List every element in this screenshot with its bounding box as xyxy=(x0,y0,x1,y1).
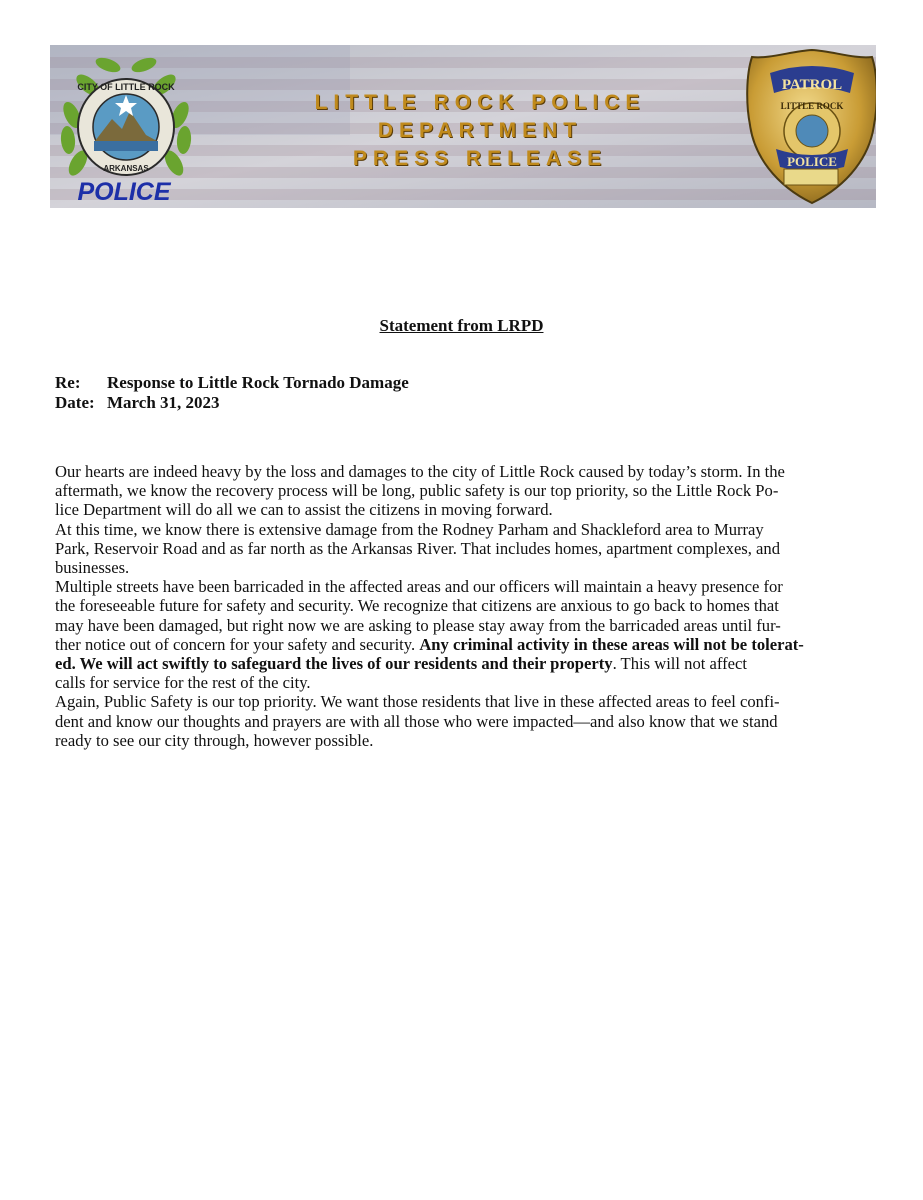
date-value: March 31, 2023 xyxy=(107,393,220,412)
badge-police-text: POLICE xyxy=(787,154,837,169)
banner-title-line-1: LITTLE ROCK POLICE xyxy=(314,91,646,114)
body-line: calls for service for the rest of the city. xyxy=(55,673,311,693)
banner-title xyxy=(260,89,700,173)
body-line: At this time, we know there is extensive damage from the Rodney Parham and Shackleford area to Murray xyxy=(55,519,764,539)
seal-ring-top-text: CITY OF LITTLE ROCK xyxy=(77,82,175,92)
body-line: dent and know our thoughts and prayers are with all those who were impacted—and also know that we stand xyxy=(55,711,778,731)
body-text-bold: Any criminal activity in these areas will not be tolerat- xyxy=(419,634,804,654)
body-line: Multiple streets have been barricaded in the affected areas and our officers will maintain a heavy presence for xyxy=(55,577,783,597)
badge-ring-text: LITTLE ROCK xyxy=(780,101,844,111)
badge-patrol-text: PATROL xyxy=(781,77,843,93)
banner-title-line-3: PRESS RELEASE xyxy=(352,147,608,170)
body-text-normal: . This will not affect xyxy=(612,654,747,674)
body-line: Our hearts are indeed heavy by the loss and damages to the city of Little Rock caused by today’s storm. In the xyxy=(55,462,785,481)
seal-ring-bottom-text: ARKANSAS xyxy=(103,164,149,173)
statement-heading: Statement from LRPD xyxy=(379,316,544,335)
body-line xyxy=(55,635,865,654)
body-line: aftermath, we know the recovery process will be long, public safety is our top priority, so the Little Rock Po- xyxy=(55,481,779,501)
body-line: ready to see our city through, however possible. xyxy=(55,730,374,750)
body-line: lice Department will do all we can to assist the citizens in moving forward. xyxy=(55,500,553,520)
body-line: the foreseeable future for safety and security. We recognize that citizens are anxious to go back to homes that xyxy=(55,596,779,616)
body-line: Again, Public Safety is our top priority. We want those residents that live in these affected areas to feel confi- xyxy=(55,692,780,712)
body-line: businesses. xyxy=(55,558,130,578)
body-text-bold: ed. We will act swiftly to safeguard the lives of our residents and their property xyxy=(55,654,613,674)
re-label: Re: xyxy=(55,373,81,392)
body-line: may have been damaged, but right now we are asking to please stay away from the barricaded areas until fur- xyxy=(55,615,781,635)
date-line xyxy=(55,393,220,413)
re-value: Response to Little Rock Tornado Damage xyxy=(107,373,409,392)
body-text-normal: ther notice out of concern for your safety and security. xyxy=(55,634,420,654)
banner-title-line-2: DEPARTMENT xyxy=(377,119,583,142)
press-release-banner xyxy=(50,45,876,208)
body-line: Park, Reservoir Road and as far north as the Arkansas River. That includes homes, apartment complexes, and xyxy=(55,538,781,558)
body-line xyxy=(55,654,865,673)
re-line xyxy=(55,373,409,393)
seal-police-label: POLICE xyxy=(77,178,171,206)
date-label: Date: xyxy=(55,393,95,412)
statement-body xyxy=(55,462,865,750)
